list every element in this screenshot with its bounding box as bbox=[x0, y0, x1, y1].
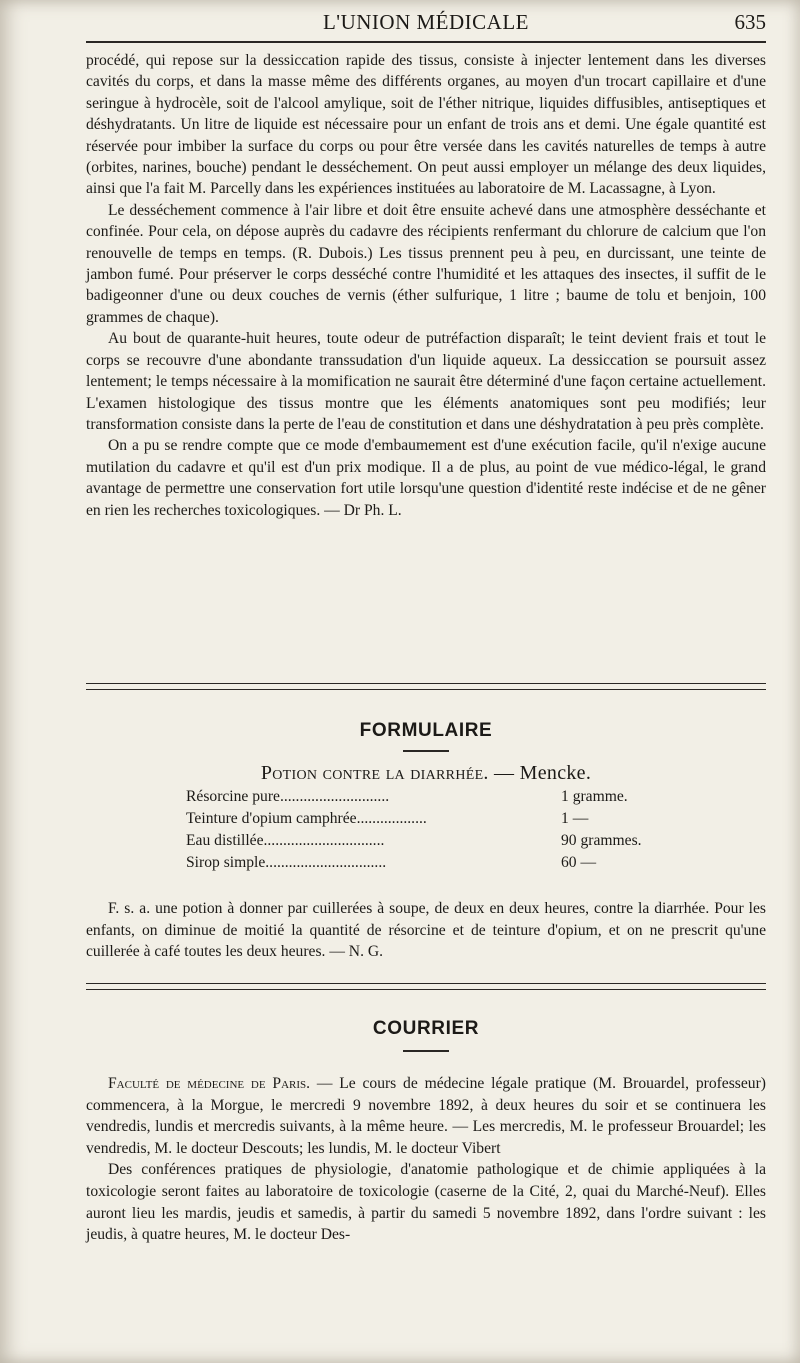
page-number: 635 bbox=[734, 10, 766, 34]
article-body bbox=[86, 50, 766, 521]
recipe-title bbox=[86, 762, 766, 785]
ingredient-quantity: 60 — bbox=[561, 854, 597, 871]
courrier-text: — Le cours de médecine légale pratique (M. Brouardel, professeur) commencera, à la Morgue, le mercredi 9 novembre 1892, à deux heures du soir et se continuera les vendredis, lundis et mercredis suivants, à la même heure. — Les mercredis, M. le professeur Brouardel; les vendredis, M. le docteur Descouts; les lundis, M. le docteur Vibert bbox=[86, 1075, 766, 1157]
courrier-lead: Faculté de médecine de Paris. bbox=[108, 1075, 311, 1092]
ingredient-quantity: 90 grammes. bbox=[561, 832, 642, 849]
formulaire-heading: FORMULAIRE bbox=[359, 720, 493, 741]
courrier-heading: COURRIER bbox=[372, 1018, 480, 1039]
courrier-paragraph: Des conférences pratiques de physiologie, d'anatomie pathologique et de chimie appliquées à la toxicologie seront faites au laboratoire de toxicologie (caserne de la Cité, 2, quai du Marché-Neuf). Elles auront lieu les mardis, jeudis et samedis, à partir du samedi 5 novembre 1892, dans l'ordre suivant : les jeudis, à quatre heures, M. le docteur Des- bbox=[86, 1161, 766, 1244]
header-rule bbox=[86, 41, 766, 43]
ingredient-quantity: 1 gramme. bbox=[561, 788, 628, 805]
courrier-paragraph bbox=[86, 1073, 766, 1159]
recipe-instructions bbox=[86, 898, 766, 963]
ingredient-row bbox=[186, 852, 666, 874]
recipe-name: Potion contre la diarrhée. bbox=[260, 762, 489, 784]
recipe-paragraph: F. s. a. une potion à donner par cuillerées à soupe, de deux en deux heures, contre la diarrhée. Pour les enfants, on diminue de moitié la quantité de résorcine et de teinture d'opium, et on ne prescrit qu'une cuillerée à café toutes les deux heures. — N. G. bbox=[86, 900, 766, 960]
ingredient-name: Résorcine pure............................ bbox=[186, 788, 390, 805]
ingredient-row bbox=[186, 808, 666, 830]
courrier-body bbox=[86, 1073, 766, 1246]
article-paragraph: Le desséchement commence à l'air libre et doit être ensuite achevé dans une atmosphère desséchante et confinée. Pour cela, on dépose auprès du cadavre des récipients renfermant du chlorure de calcium que l'on renouvelle de temps en temps. (R. Dubois.) Les tissus prennent peu à peu, en durcissant, une teinte de jambon fumé. Pour préserver le corps desséché contre l'humidité et les attaques des insectes, il suffit de le badigeonner d'une ou deux couches de vernis (éther sulfurique, 1 litre ; baume de tolu et benjoin, 100 grammes de chaque). bbox=[86, 201, 766, 326]
recipe-author: — Mencke. bbox=[488, 762, 592, 784]
article-paragraph: Au bout de quarante-huit heures, toute odeur de putréfaction disparaît; le teint devient frais et tout le corps se recouvre d'une abondante transsudation d'un liquide aqueux. La dessiccation se poursuit assez lentement; le temps nécessaire à la momification ne saurait être déterminé d'une façon certaine actuellement. L'examen histologique des tissus montre que les éléments anatomiques sont peu modifiés; leur transformation consiste dans la perte de l'eau de constitution et dans une déshydratation à peu près complète. bbox=[86, 330, 766, 433]
ingredient-list bbox=[186, 786, 666, 874]
page-header bbox=[86, 6, 766, 38]
ingredient-name: Sirop simple............................... bbox=[186, 854, 387, 871]
article-paragraph: procédé, qui repose sur la dessiccation rapide des tissus, consiste à injecter lentement dans les diverses cavités du corps, et dans la masse même des différents organes, au moyen d'un trocart capillaire et d'une seringue à hydrocèle, soit de l'alcool amylique, soit de l'éther nitrique, liquides diffusibles, antiseptiques et déshydratants. Un litre de liquide est nécessaire pour un enfant de trois ans et demi. Une égale quantité est réservée pour imbiber la surface du corps ou pour être versée dans les cavités naturelles de temps à autre (orbites, narines, bouche) pendant le desséchement. On peut aussi employer un mélange des deux liquides, ainsi que l'a fait M. Parcelly dans les expériences instituées au laboratoire de M. Lacassagne, à Lyon. bbox=[86, 52, 766, 198]
article-paragraph: On a pu se rendre compte que ce mode d'embaumement est d'une exécution facile, qu'il n'exige aucune mutilation du cadavre et qu'il est d'un prix modique. Il a de plus, au point de vue médico-légal, le grand avantage de permettre une conservation fort utile lorsqu'une question d'identité reste indécise et de ne gêner en rien les recherches toxicologiques. — Dr Ph. L. bbox=[86, 437, 766, 519]
section-divider bbox=[86, 683, 766, 690]
ingredient-row bbox=[186, 830, 666, 852]
ingredient-quantity: 1 — bbox=[561, 810, 589, 827]
ingredient-row bbox=[186, 786, 666, 808]
running-title: L'UNION MÉDICALE bbox=[322, 10, 529, 34]
ingredient-name: Teinture d'opium camphrée.................. bbox=[186, 810, 427, 827]
ingredient-name: Eau distillée............................... bbox=[186, 832, 385, 849]
heading-rule bbox=[403, 750, 449, 752]
section-divider bbox=[86, 983, 766, 990]
heading-rule bbox=[403, 1050, 449, 1052]
